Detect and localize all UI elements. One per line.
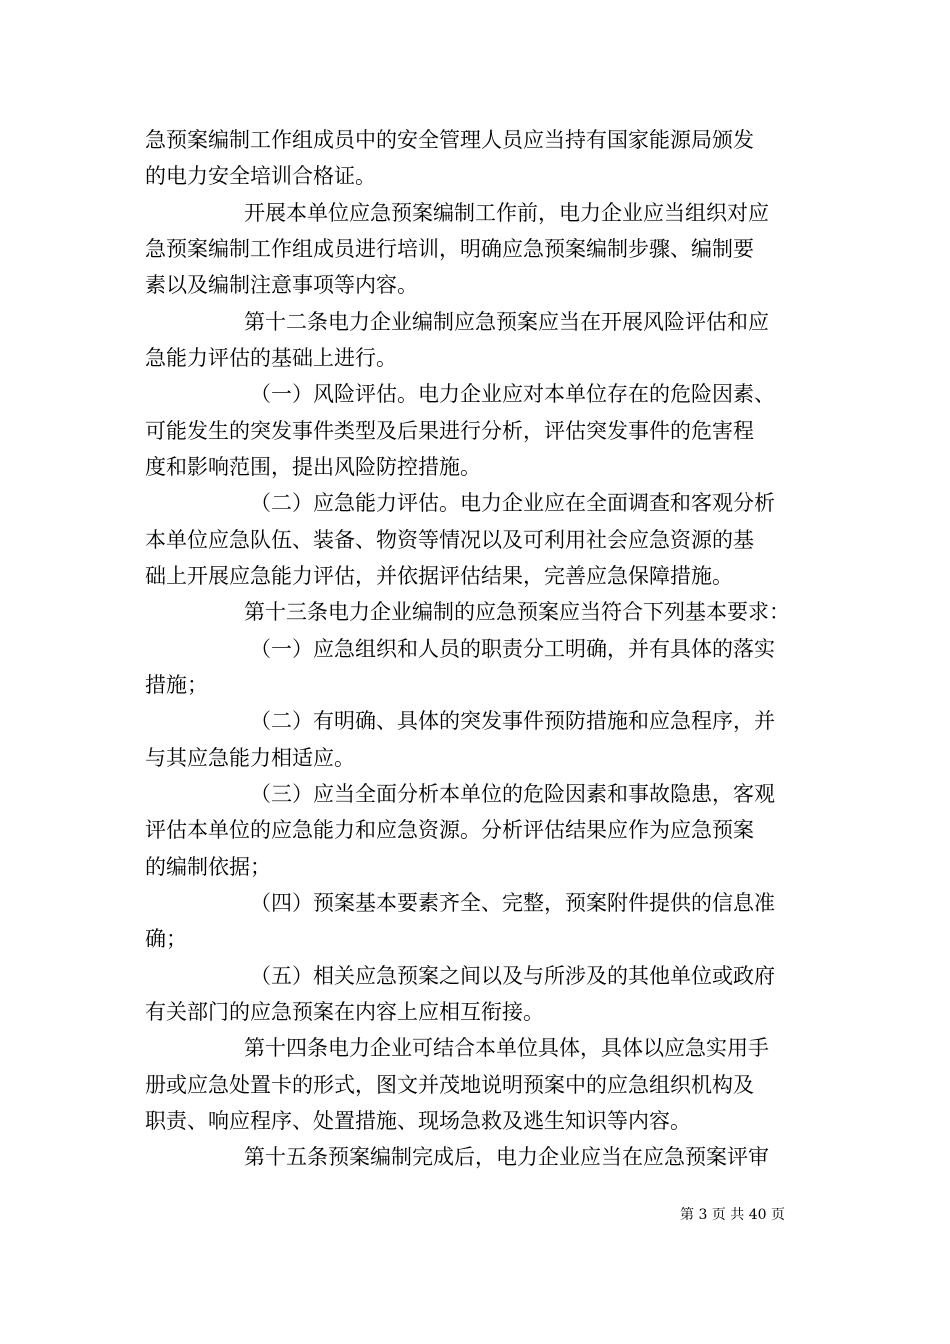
text-line: 确； — [145, 927, 187, 951]
text-line: 册或应急处置卡的形式，图文并茂地说明预案中的应急组织机构及 — [145, 1073, 754, 1097]
text-line: 评估本单位的应急能力和应急资源。分析评估结果应作为应急预案 — [145, 818, 754, 842]
text-line: （一）应急组织和人员的职责分工明确，并有具体的落实 — [250, 637, 775, 661]
text-line: 素以及编制注意事项等内容。 — [145, 273, 418, 297]
text-line: 急能力评估的基础上进行。 — [145, 346, 397, 370]
text-line: 措施； — [145, 673, 208, 697]
text-line: 础上开展应急能力评估，并依据评估结果，完善应急保障措施。 — [145, 564, 733, 588]
text-line: 第十三条电力企业编制的应急预案应当符合下列基本要求： — [244, 600, 790, 624]
text-line: 的编制依据； — [145, 855, 271, 879]
page-number: 第 3 页 共 40 页 — [680, 1207, 785, 1223]
text-line: （四）预案基本要素齐全、完整，预案附件提供的信息准 — [250, 891, 775, 915]
text-line: 第十二条电力企业编制应急预案应当在开展风险评估和应 — [244, 310, 769, 334]
text-line: 本单位应急队伍、装备、物资等情况以及可利用社会应急资源的基 — [145, 528, 754, 552]
text-line: 第十四条电力企业可结合本单位具体，具体以应急实用手 — [244, 1036, 769, 1060]
text-line: 的电力安全培训合格证。 — [145, 164, 376, 188]
text-line: （二）应急能力评估。电力企业应在全面调查和客观分析 — [250, 491, 775, 515]
text-line: 有关部门的应急预案在内容上应相互衔接。 — [145, 1000, 544, 1024]
text-line: 开展本单位应急预案编制工作前，电力企业应当组织对应 — [244, 201, 769, 225]
text-line: 急预案编制工作组成员中的安全管理人员应当持有国家能源局颁发 — [145, 128, 754, 152]
text-line: （二）有明确、具体的突发事件预防措施和应急程序，并 — [250, 709, 775, 733]
text-line: 可能发生的突发事件类型及后果进行分析，评估突发事件的危害程 — [145, 419, 754, 443]
text-line: （一）风险评估。电力企业应对本单位存在的危险因素、 — [250, 382, 775, 406]
text-line: 与其应急能力相适应。 — [145, 746, 355, 770]
text-line: （三）应当全面分析本单位的危险因素和事故隐患，客观 — [250, 782, 775, 806]
text-line: （五）相关应急预案之间以及与所涉及的其他单位或政府 — [250, 964, 775, 988]
text-line: 职责、响应程序、处置措施、现场急救及逃生知识等内容。 — [145, 1109, 691, 1133]
text-line: 度和影响范围，提出风险防控措施。 — [145, 455, 481, 479]
text-line: 急预案编制工作组成员进行培训，明确应急预案编制步骤、编制要 — [145, 237, 754, 261]
text-line: 第十五条预案编制完成后，电力企业应当在应急预案评审 — [244, 1145, 769, 1169]
